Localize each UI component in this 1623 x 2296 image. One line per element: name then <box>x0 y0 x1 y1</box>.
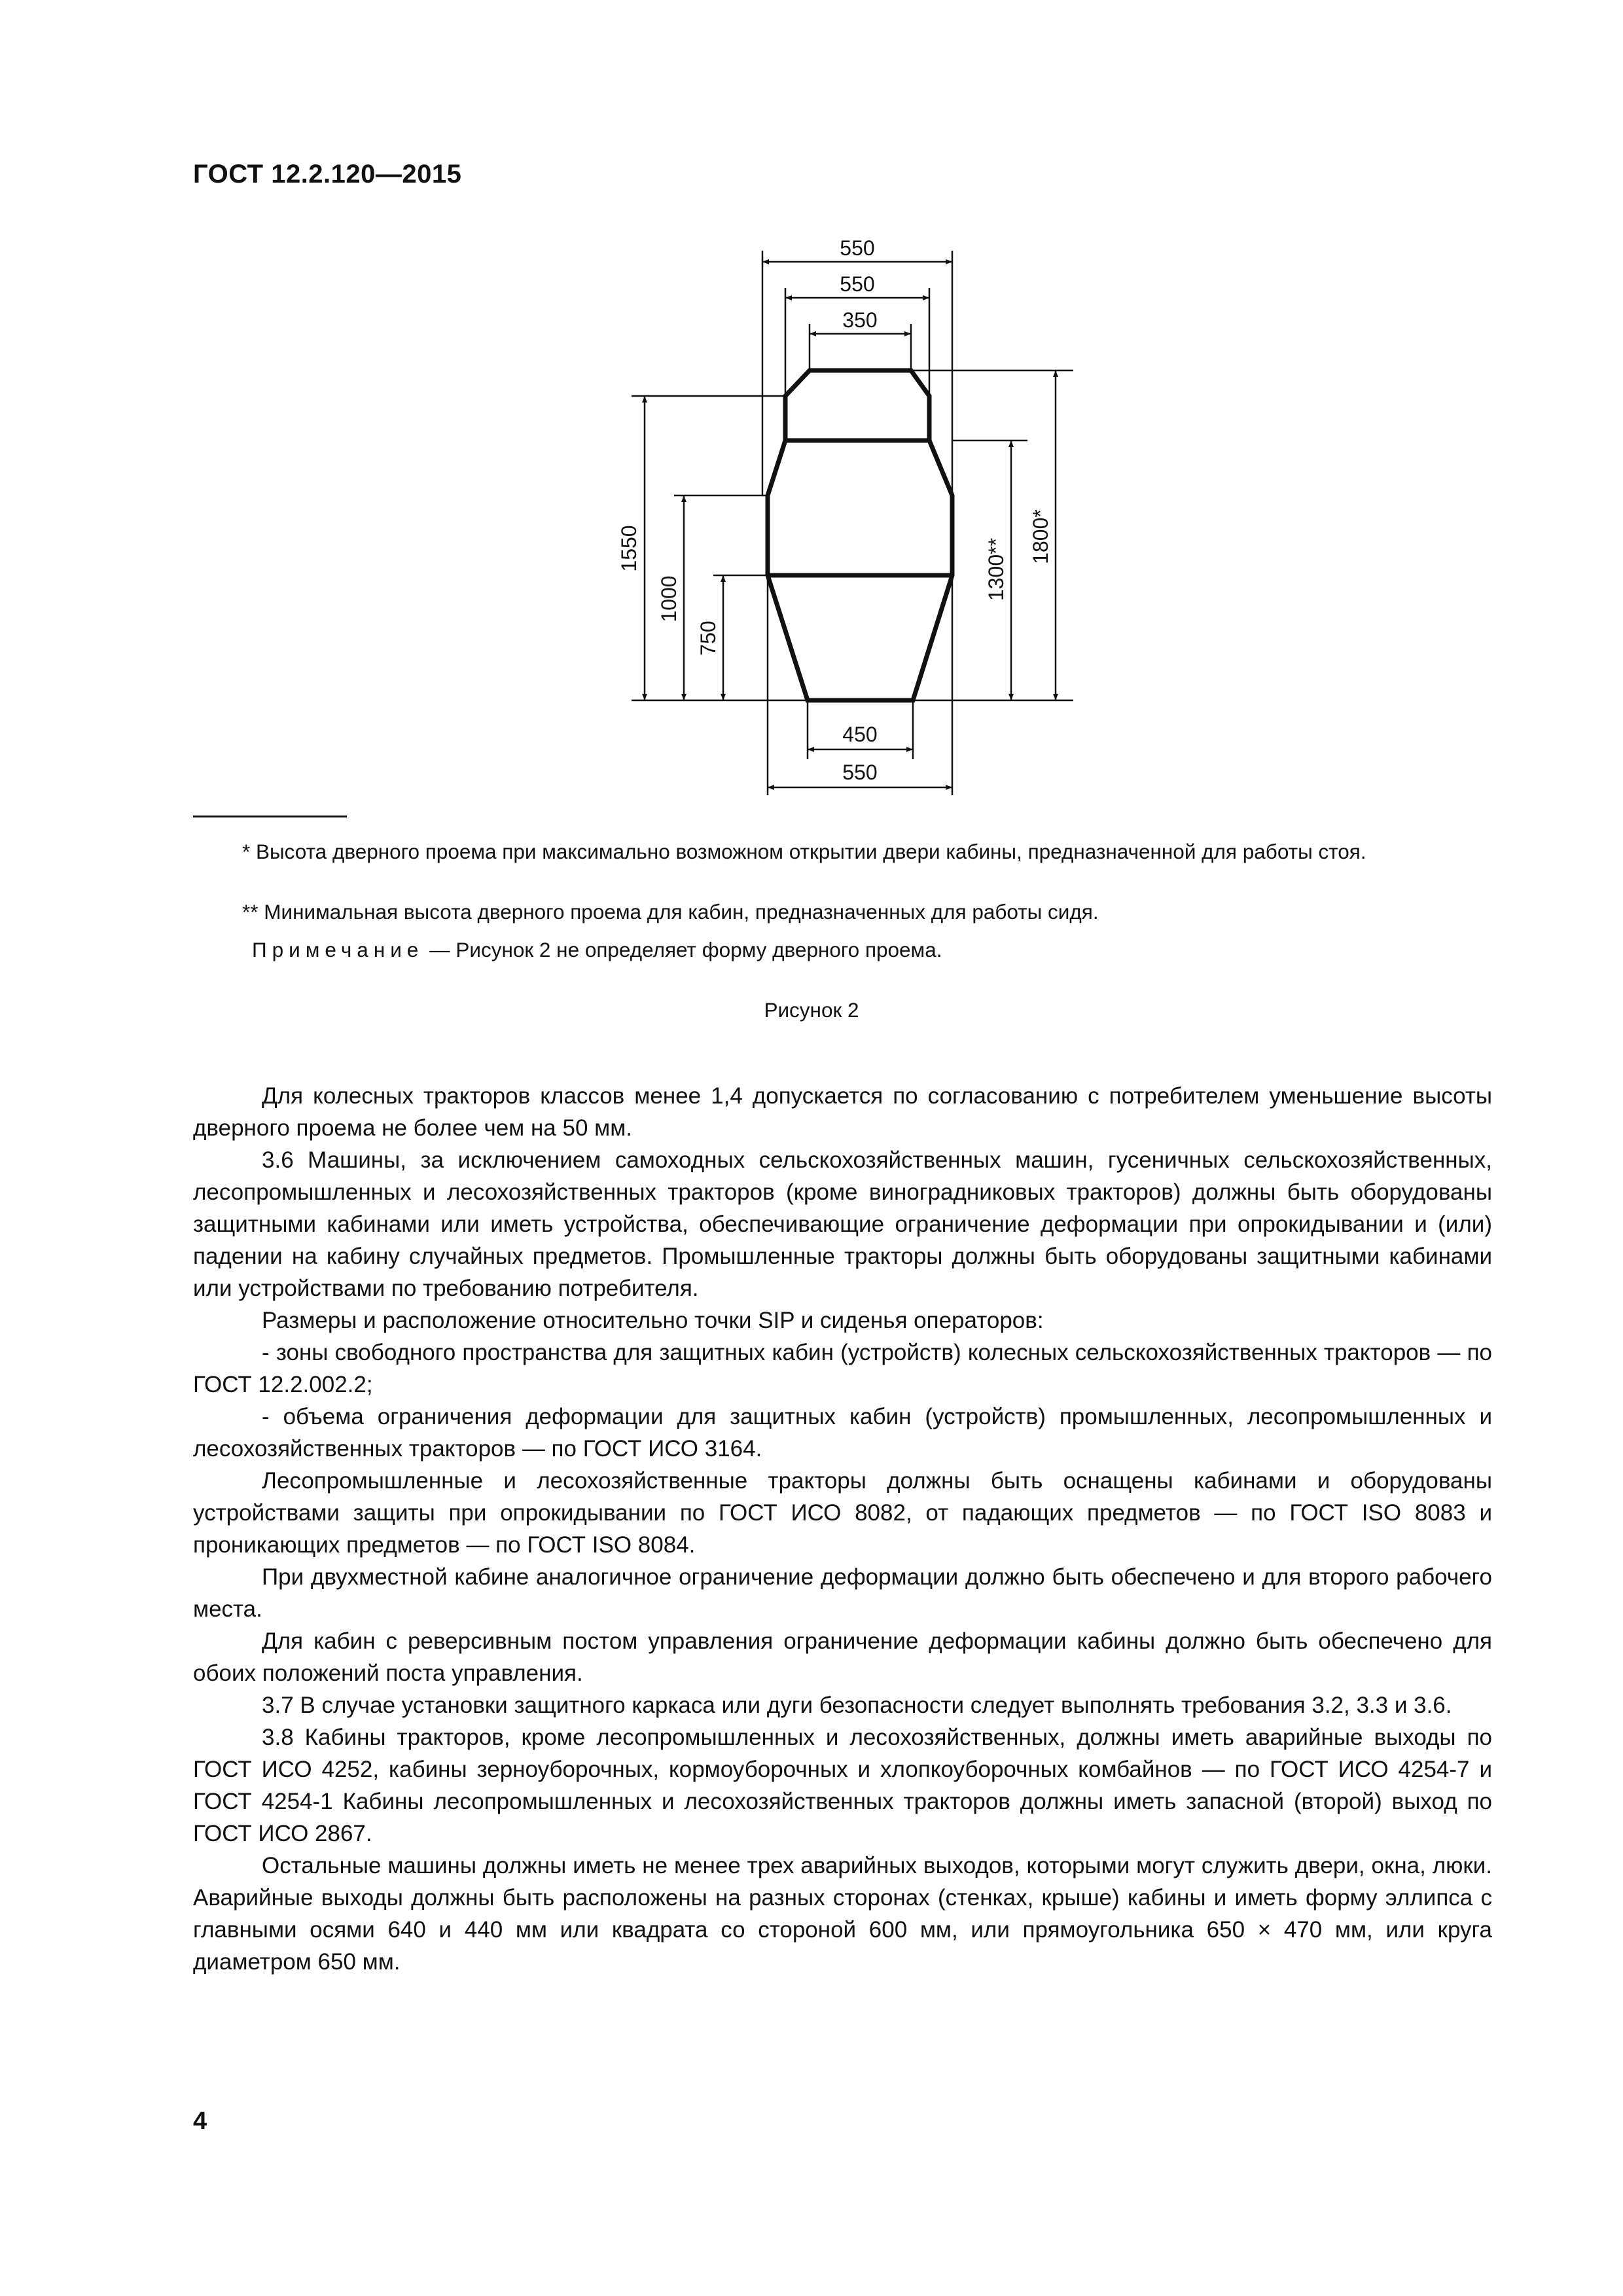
paragraph: Для колесных тракторов классов менее 1,4 допускается по согласованию с потребителем уменьшение высоты дверного проема не более чем на 50 мм. <box>193 1083 1492 1141</box>
dim-top-middle: 550 <box>840 272 875 296</box>
dim-bottom-outer: 550 <box>842 761 878 784</box>
figure-note <box>252 938 942 962</box>
footnote-1-text: Высота дверного проема при максимально возможном открытии двери кабины, предназначенной для работы стоя. <box>256 840 1366 863</box>
paragraph: 3.6 Машины, за исключением самоходных сельскохозяйственных машин, гусеничных сельскохозяйственных, лесопромышленных и лесохозяйственных тракторов (кроме виноградниковых тракторов) должны быть оборудованы защитными кабинами или иметь устройства, обеспечивающие ограничение деформации при опрокидывании и (или) падении на кабину случайных предметов. Промышленные тракторы должны быть оборудованы защитными кабинами или устройствами по требованию потребителя. <box>193 1147 1492 1301</box>
figure-caption: Рисунок 2 <box>764 998 859 1022</box>
door-opening-figure <box>0 0 1623 851</box>
note-label: Примечание <box>252 938 424 961</box>
footnote-2 <box>193 897 1492 927</box>
footnote-1 <box>193 836 1492 867</box>
note-text: — Рисунок 2 не определяет форму дверного проема. <box>429 938 942 961</box>
footnote-2-text: Минимальная высота дверного проема для кабин, предназначенных для работы сидя. <box>264 900 1099 924</box>
paragraph: Остальные машины должны иметь не менее трех аварийных выходов, которыми могут служить двери, окна, люки. Аварийные выходы должны быть расположены на разных сторонах (стенках, крыше) кабины и иметь форму эллипса с главными осями 640 и 440 мм или квадрата со стороной 600 мм, или прямоугольника 650 × 470 мм, или круга диаметром 650 мм. <box>193 1853 1492 1975</box>
paragraph: При двухместной кабине аналогичное ограничение деформации должно быть обеспечено и для второго рабочего места. <box>193 1564 1492 1622</box>
footnote-separator <box>193 816 347 817</box>
outline-shape <box>768 370 952 700</box>
dim-bottom-inner: 450 <box>842 723 878 746</box>
paragraph: - зоны свободного пространства для защитных кабин (устройств) колесных сельскохозяйственных тракторов — по ГОСТ 12.2.002.2; <box>193 1340 1492 1397</box>
door-outline <box>768 370 952 700</box>
footnote-2-mark: ** <box>242 900 259 924</box>
dim-top-inner: 350 <box>842 308 878 332</box>
paragraph: - объема ограничения деформации для защитных кабин (устройств) промышленных, лесопромышленных и лесохозяйственных тракторов — по ГОСТ ИСО 3164. <box>193 1404 1492 1462</box>
dim-right-inner: 1300** <box>984 537 1008 601</box>
page-number: 4 <box>193 2108 207 2135</box>
document-header: ГОСТ 12.2.120—2015 <box>193 160 462 188</box>
paragraph: Лесопромышленные и лесохозяйственные тракторы должны быть оснащены кабинами и оборудованы устройствами защиты при опрокидывании по ГОСТ ИСО 8082, от падающих предметов — по ГОСТ ISO 8083 и проникающих предметов — по ГОСТ ISO 8084. <box>193 1468 1492 1558</box>
extension-lines <box>632 251 1073 795</box>
dim-left-middle: 1000 <box>657 575 681 622</box>
dim-top-outer: 550 <box>840 236 875 260</box>
footnote-1-mark: * <box>242 840 251 863</box>
paragraph: 3.8 Кабины тракторов, кроме лесопромышленных и лесохозяйственных, должны иметь аварийные выходы по ГОСТ ИСО 4252, кабины зерноуборочных, кормоуборочных и хлопкоуборочных комбайнов — по ГОСТ ИСО 4254-7 и ГОСТ 4254-1 Кабины лесопромышленных и лесохозяйственных тракторов должны иметь запасной (второй) выход по ГОСТ ИСО 2867. <box>193 1725 1492 1846</box>
dim-left-inner: 750 <box>696 620 720 656</box>
body-text <box>193 1080 1492 1978</box>
dim-left-outer: 1550 <box>617 525 641 572</box>
dim-right-outer: 1800* <box>1029 509 1052 564</box>
dimension-lines <box>645 262 1056 787</box>
paragraph: Размеры и расположение относительно точки SIP и сиденья операторов: <box>262 1308 1044 1333</box>
paragraph: Для кабин с реверсивным постом управления ограничение деформации кабины должно быть обеспечено для обоих положений поста управления. <box>193 1628 1492 1686</box>
paragraph: 3.7 В случае установки защитного каркаса или дуги безопасности следует выполнять требования 3.2, 3.3 и 3.6. <box>262 1693 1452 1718</box>
